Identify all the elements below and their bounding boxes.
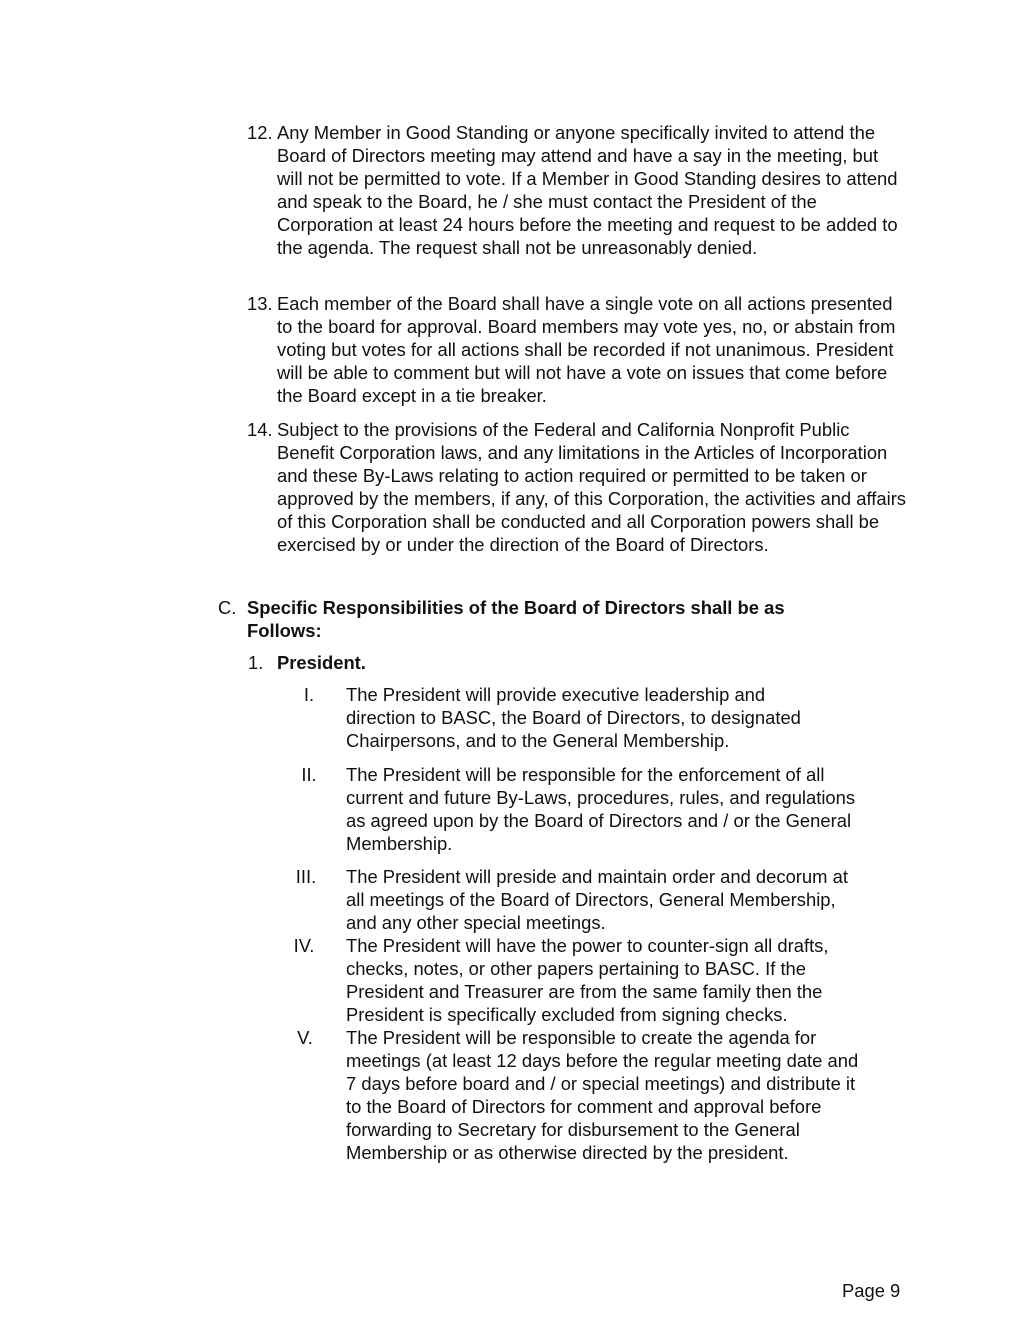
roman-numeral: III. bbox=[295, 866, 317, 887]
item-number: 14. bbox=[247, 419, 273, 440]
section-heading-text: Specific Responsibilities of the Board of Directors shall be as Follows: bbox=[247, 597, 785, 641]
duty-text: The President will be responsible for the enforcement of all current and future By-Laws, procedures, rules, and regulations as agreed upon by the Board of Directors and / or the General Membership. bbox=[346, 764, 856, 854]
president-title: President. bbox=[277, 652, 366, 673]
item-number: 12. bbox=[247, 122, 273, 143]
president-number: 1. bbox=[248, 652, 264, 673]
roman-numeral: I. bbox=[303, 684, 315, 705]
item-text: Each member of the Board shall have a single vote on all actions presented to the board for approval. Board members may vote yes, no, or abstain from voting but votes for all actions shall be recorded if not unanimous. President will be able to comment but will not have a vote on issues that come before the Board except in a tie breaker. bbox=[277, 293, 896, 406]
duty-text: The President will be responsible to create the agenda for meetings (at least 12 days before the regular meeting date and 7 days before board and / or special meetings) and distribute it to the Board of Directors for comment and approval before forwarding to Secretary for disbursement to the General Membership or as otherwise directed by the president. bbox=[346, 1027, 859, 1163]
item-number: 13. bbox=[247, 293, 273, 314]
duty-text: The President will preside and maintain order and decorum at all meetings of the Board of Directors, General Membership, and any other special meetings. bbox=[346, 866, 848, 933]
roman-numeral: V. bbox=[297, 1027, 313, 1048]
roman-numeral: IV. bbox=[293, 935, 315, 956]
section-letter: C. bbox=[218, 597, 237, 618]
page-number: Page 9 bbox=[842, 1280, 901, 1301]
item-text: Any Member in Good Standing or anyone specifically invited to attend the Board of Directors meeting may attend and have a say in the meeting, but will not be permitted to vote. If a Member in Good Standing desires to attend and speak to the Board, he / she must contact the President of the Corporation at least 24 hours before the meeting and request to be added to the agenda. The request shall not be unreasonably denied. bbox=[277, 122, 898, 258]
duty-text: The President will provide executive leadership and direction to BASC, the Board of Directors, to designated Chairpersons, and to the General Membership. bbox=[346, 684, 801, 751]
item-text: Subject to the provisions of the Federal and California Nonprofit Public Benefit Corporation laws, and any limitations in the Articles of Incorporation and these By-Laws relating to action required or permitted to be taken or approved by the members, if any, of this Corporation, the activities and affairs of this Corporation shall be conducted and all Corporation powers shall be exercised by or under the direction of the Board of Directors. bbox=[277, 419, 907, 555]
roman-numeral: II. bbox=[301, 764, 317, 785]
duty-text: The President will have the power to counter-sign all drafts, checks, notes, or other papers pertaining to BASC. If the President and Treasurer are from the same family then the President is specifically excluded from signing checks. bbox=[346, 935, 829, 1025]
